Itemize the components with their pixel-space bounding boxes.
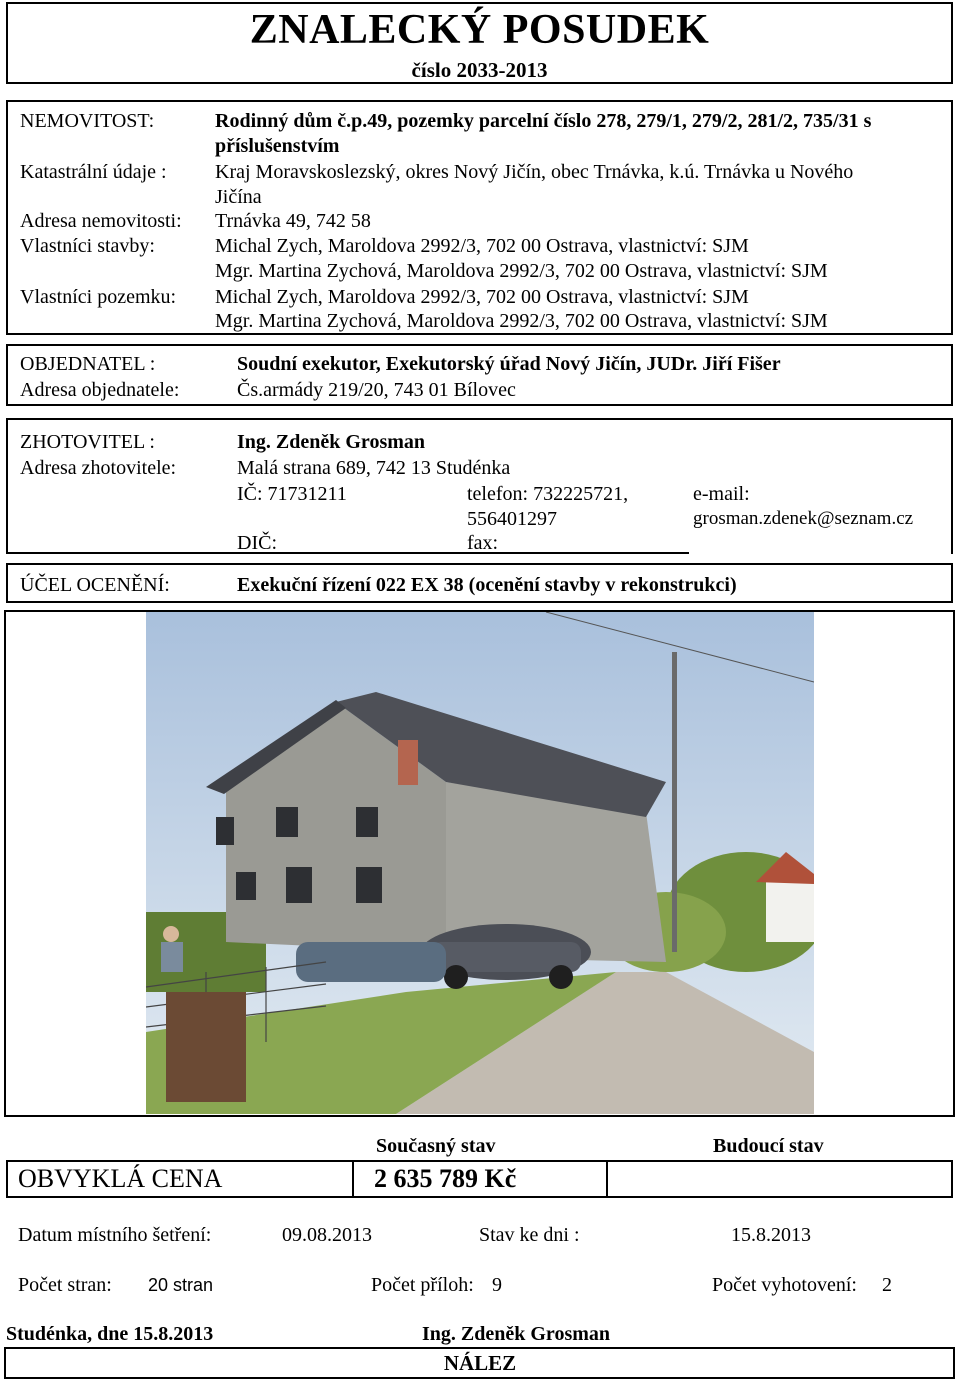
client-label: OBJEDNATEL : bbox=[20, 353, 156, 375]
inspection-date-label: Datum místního šetření: bbox=[18, 1224, 212, 1246]
future-state-header: Budoucí stav bbox=[713, 1135, 824, 1157]
contractor-email-label: e-mail: bbox=[693, 483, 750, 505]
contractor-email-value: grosman.zdenek@seznam.cz bbox=[693, 508, 914, 529]
contractor-phone-line2: 556401297 bbox=[467, 508, 557, 530]
client-address-value: Čs.armády 219/20, 743 01 Bílovec bbox=[237, 379, 516, 401]
cadastral-line1: Kraj Moravskoslezský, okres Nový Jičín, obec Trnávka, k.ú. Trnávka u Nového bbox=[215, 161, 854, 183]
land-owner-1: Michal Zych, Maroldova 2992/3, 702 00 Ostrava, vlastnictví: SJM bbox=[215, 286, 749, 308]
building-owner-2: Mgr. Martina Zychová, Maroldova 2992/3, 702 00 Ostrava, vlastnictví: SJM bbox=[215, 260, 828, 282]
price-divider-1 bbox=[352, 1160, 354, 1198]
address-label: Adresa nemovitosti: bbox=[20, 210, 182, 232]
inspection-date-value: 09.08.2013 bbox=[282, 1224, 372, 1246]
section-heading: NÁLEZ bbox=[443, 1351, 517, 1375]
copy-count-label: Počet vyhotovení: bbox=[712, 1274, 857, 1296]
document-title: ZNALECKÝ POSUDEK bbox=[249, 7, 710, 53]
property-value-line1: Rodinný dům č.p.49, pozemky parcelní číslo 278, 279/1, 279/2, 281/2, 735/31 s bbox=[215, 110, 872, 132]
cadastral-line2: Jičína bbox=[215, 186, 262, 208]
purpose-value: Exekuční řízení 022 EX 38 (ocenění stavby v rekonstrukci) bbox=[237, 574, 737, 596]
land-owners-label: Vlastníci pozemku: bbox=[20, 286, 177, 308]
page-count-value: 20 stran bbox=[148, 1275, 214, 1295]
address-value: Trnávka 49, 742 58 bbox=[215, 210, 371, 232]
attachment-count-value: 9 bbox=[492, 1274, 502, 1296]
contractor-ic: IČ: 71731211 bbox=[237, 483, 347, 505]
contractor-address-label: Adresa zhotovitele: bbox=[20, 457, 177, 479]
purpose-label: ÚČEL OCENĚNÍ: bbox=[20, 574, 170, 596]
client-address-label: Adresa objednatele: bbox=[20, 379, 180, 401]
place-and-date: Studénka, dne 15.8.2013 bbox=[6, 1323, 214, 1345]
contractor-right-rule bbox=[951, 418, 953, 554]
current-price-value: 2 635 789 Kč bbox=[374, 1164, 517, 1193]
contractor-value: Ing. Zdeněk Grosman bbox=[237, 431, 426, 453]
property-label: NEMOVITOST: bbox=[20, 110, 155, 132]
current-state-header: Současný stav bbox=[376, 1135, 496, 1157]
contractor-dic: DIČ: bbox=[237, 532, 277, 554]
state-date-value: 15.8.2013 bbox=[731, 1224, 811, 1246]
usual-price-label: OBVYKLÁ CENA bbox=[18, 1164, 223, 1193]
contractor-left-rule bbox=[6, 418, 8, 554]
house-photo bbox=[146, 612, 814, 1114]
document-number: číslo 2033-2013 bbox=[411, 58, 548, 82]
contractor-top-rule bbox=[6, 418, 953, 420]
client-value: Soudní exekutor, Exekutorský úřad Nový Jičín, JUDr. Jiří Fišer bbox=[237, 353, 781, 375]
contractor-phone-line1: telefon: 732225721, bbox=[467, 483, 629, 505]
title-box bbox=[6, 2, 953, 84]
contractor-bottom-rule bbox=[6, 552, 689, 554]
property-value-line2: příslušenstvím bbox=[215, 135, 340, 157]
cadastral-label: Katastrální údaje : bbox=[20, 161, 167, 183]
land-owner-2: Mgr. Martina Zychová, Maroldova 2992/3, 702 00 Ostrava, vlastnictví: SJM bbox=[215, 310, 828, 332]
signature-name: Ing. Zdeněk Grosman bbox=[422, 1323, 611, 1345]
building-owner-1: Michal Zych, Maroldova 2992/3, 702 00 Ostrava, vlastnictví: SJM bbox=[215, 235, 749, 257]
copy-count-value: 2 bbox=[882, 1274, 892, 1296]
attachment-count-label: Počet příloh: bbox=[371, 1274, 474, 1296]
price-divider-2 bbox=[606, 1160, 608, 1198]
state-date-label: Stav ke dni : bbox=[479, 1224, 580, 1246]
building-owners-label: Vlastníci stavby: bbox=[20, 235, 155, 257]
contractor-fax: fax: bbox=[467, 532, 499, 554]
page-count-label: Počet stran: bbox=[18, 1274, 112, 1296]
contractor-label: ZHOTOVITEL : bbox=[20, 431, 155, 453]
contractor-address-value: Malá strana 689, 742 13 Studénka bbox=[237, 457, 511, 479]
